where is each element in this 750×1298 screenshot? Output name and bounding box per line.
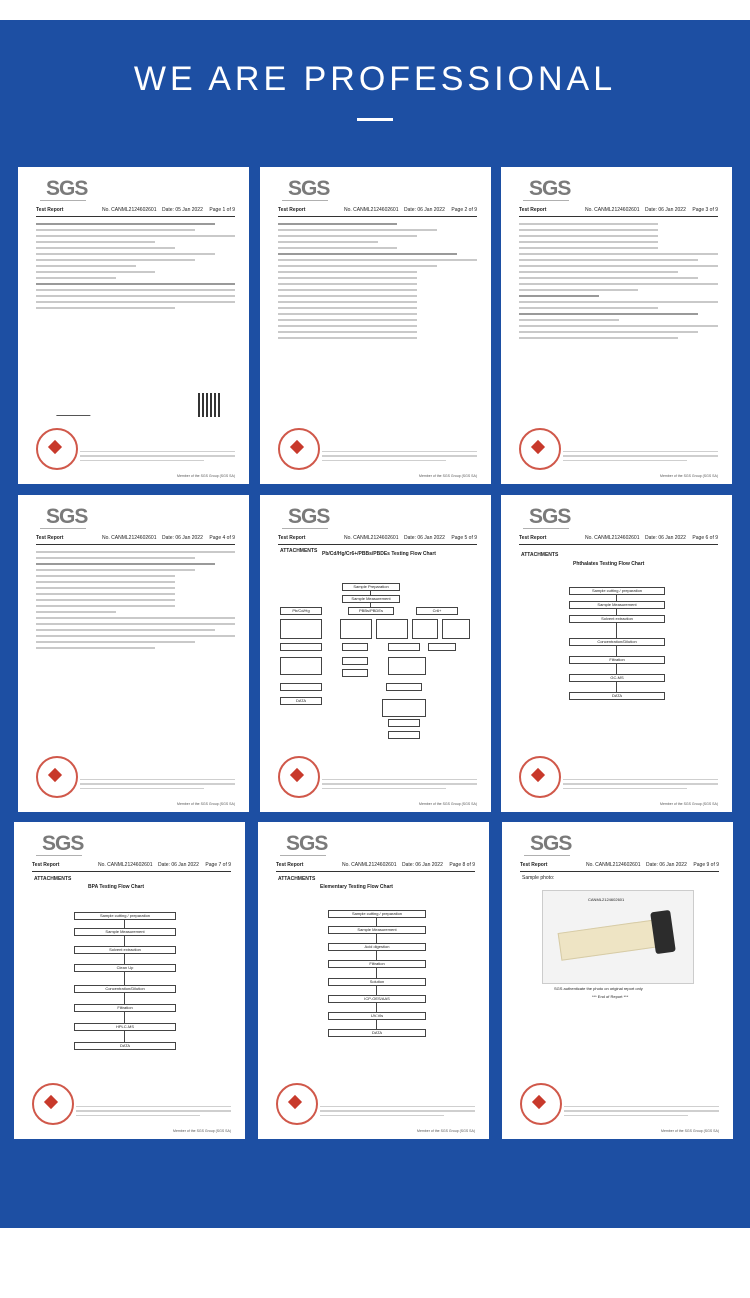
- report-header: [519, 207, 718, 216]
- flow-step: HPLC-MS: [74, 1023, 176, 1031]
- report-page-4: [18, 495, 249, 812]
- report-page-8: [258, 822, 489, 1139]
- flow-step: Sample Preparation: [342, 583, 400, 591]
- flow-chart-title: Phthalates Testing Flow Chart: [573, 561, 645, 567]
- photo-sample-id: CANML2124602601: [588, 897, 625, 902]
- report-header: [520, 862, 719, 871]
- red-seal-stamp: [519, 428, 561, 470]
- flow-step: DATA: [569, 692, 665, 700]
- flow-step: PBBs/PBDEs: [348, 607, 394, 615]
- report-title: Test Report: [519, 207, 547, 213]
- flow-step: Solution: [328, 978, 426, 986]
- qr-code: [198, 393, 222, 417]
- report-title: Test Report: [520, 862, 548, 868]
- footer-member: Member of the SGS Group (SGS SA): [177, 474, 235, 478]
- report-title: Test Report: [519, 535, 547, 541]
- report-header: [276, 862, 475, 871]
- attachments-label: ATTACHMENTS: [278, 876, 316, 882]
- report-date: Date: 06 Jan 2022: [645, 207, 686, 213]
- flow-chart-title: Pb/Cd/Hg/Cr6+/PBBs/PBDEs Testing Flow Chart: [322, 551, 436, 557]
- report-date: Date: 06 Jan 2022: [645, 535, 686, 541]
- flow-step: Sample Measurement: [74, 928, 176, 936]
- footer-text: [80, 779, 235, 793]
- header-rule: [520, 871, 719, 872]
- flow-step: Sample Measurement: [569, 601, 665, 609]
- footer-text: [563, 779, 718, 793]
- flow-step: Filtration: [569, 656, 665, 664]
- red-seal-stamp: [36, 428, 78, 470]
- end-of-report: *** End of Report ***: [592, 994, 629, 999]
- page-number: Page 9 of 9: [693, 862, 719, 868]
- red-seal-stamp: [278, 428, 320, 470]
- flow-step: Solvent extraction: [569, 615, 665, 623]
- header-rule: [36, 216, 235, 217]
- page-number: Page 8 of 9: [449, 862, 475, 868]
- footer-member: Member of the SGS Group (SGS SA): [660, 802, 718, 806]
- report-number: No. CANML2124602601: [102, 207, 157, 213]
- page-title: WE ARE PROFESSIONAL: [133, 60, 617, 98]
- footer-member: Member of the SGS Group (SGS SA): [419, 802, 477, 806]
- header-rule: [36, 544, 235, 545]
- logo-rule: [36, 855, 82, 856]
- flow-step: DATA: [74, 1042, 176, 1050]
- flow-step: Concentration/Dilution: [569, 638, 665, 646]
- report-header: [32, 862, 231, 871]
- page-number: Page 4 of 9: [209, 535, 235, 541]
- flow-step: Filtration: [328, 960, 426, 968]
- flow-step: Sample cutting / preparation: [74, 912, 176, 920]
- header-rule: [32, 871, 231, 872]
- report-date: Date: 06 Jan 2022: [646, 862, 687, 868]
- flow-step: Acid digestion: [328, 943, 426, 951]
- report-title: Test Report: [278, 207, 306, 213]
- report-date: Date: 06 Jan 2022: [404, 535, 445, 541]
- flow-step: Sample cutting / preparation: [569, 587, 665, 595]
- attachments-label: ATTACHMENTS: [521, 552, 559, 558]
- logo-rule: [282, 528, 328, 529]
- footer-text: [322, 451, 477, 465]
- red-seal-stamp: [520, 1083, 562, 1125]
- report-header: [36, 207, 235, 216]
- flow-step: Solvent extraction: [74, 946, 176, 954]
- report-header: [278, 207, 477, 216]
- sgs-logo: SGS: [42, 832, 84, 855]
- flow-step: Sample Measurement: [328, 926, 426, 934]
- footer-text: [322, 779, 477, 793]
- logo-rule: [524, 855, 570, 856]
- flow-step: Concentration/Dilution: [74, 985, 176, 993]
- report-date: Date: 06 Jan 2022: [404, 207, 445, 213]
- report-body: [36, 551, 235, 653]
- page-number: Page 5 of 9: [451, 535, 477, 541]
- report-number: No. CANML2124602601: [586, 862, 641, 868]
- photo-caption: SGS authenticate the photo on original report only: [554, 986, 643, 991]
- report-date: Date: 05 Jan 2022: [162, 207, 203, 213]
- footer-text: [76, 1106, 231, 1120]
- page-number: Page 7 of 9: [205, 862, 231, 868]
- header-rule: [519, 216, 718, 217]
- logo-rule: [40, 200, 86, 201]
- report-title: Test Report: [36, 535, 64, 541]
- report-number: No. CANML2124602601: [344, 535, 399, 541]
- red-seal-stamp: [519, 756, 561, 798]
- red-seal-stamp: [278, 756, 320, 798]
- report-page-5: [260, 495, 491, 812]
- report-number: No. CANML2124602601: [342, 862, 397, 868]
- logo-rule: [280, 855, 326, 856]
- header-rule: [519, 544, 718, 545]
- report-title: Test Report: [36, 207, 64, 213]
- footer-member: Member of the SGS Group (SGS SA): [661, 1129, 719, 1133]
- report-body: [278, 223, 477, 343]
- flow-step: Filtration: [74, 1004, 176, 1012]
- sample-photo-label: Sample photo:: [522, 875, 555, 881]
- report-number: No. CANML2124602601: [102, 535, 157, 541]
- flow-step: Cr6+: [416, 607, 458, 615]
- footer-text: [563, 451, 718, 465]
- signature: [56, 403, 93, 416]
- report-page-3: [501, 167, 732, 484]
- flow-chart-title: Elementary Testing Flow Chart: [320, 884, 393, 890]
- report-title: Test Report: [32, 862, 60, 868]
- report-header: [519, 535, 718, 544]
- footer-member: Member of the SGS Group (SGS SA): [419, 474, 477, 478]
- report-date: Date: 06 Jan 2022: [162, 535, 203, 541]
- sgs-logo: SGS: [529, 505, 571, 528]
- sample-photo: [542, 890, 694, 984]
- report-title: Test Report: [276, 862, 304, 868]
- sgs-logo: SGS: [288, 177, 330, 200]
- report-page-1: [18, 167, 249, 484]
- page-number: Page 6 of 9: [692, 535, 718, 541]
- flow-step: Clean Up: [74, 964, 176, 972]
- page-number: Page 2 of 9: [451, 207, 477, 213]
- sgs-logo: SGS: [286, 832, 328, 855]
- footer-member: Member of the SGS Group (SGS SA): [660, 474, 718, 478]
- flow-step: DATA: [328, 1029, 426, 1037]
- logo-rule: [523, 200, 569, 201]
- red-seal-stamp: [32, 1083, 74, 1125]
- report-number: No. CANML2124602601: [585, 535, 640, 541]
- flow-step: Pb/Cd/Hg: [280, 607, 322, 615]
- footer-text: [564, 1106, 719, 1120]
- sgs-logo: SGS: [46, 505, 88, 528]
- flow-step: DATA: [280, 697, 322, 705]
- red-seal-stamp: [276, 1083, 318, 1125]
- report-body: [36, 223, 235, 313]
- report-number: No. CANML2124602601: [98, 862, 153, 868]
- report-page-7: [14, 822, 245, 1139]
- sgs-logo: SGS: [46, 177, 88, 200]
- report-date: Date: 06 Jan 2022: [158, 862, 199, 868]
- footer-member: Member of the SGS Group (SGS SA): [177, 802, 235, 806]
- flow-step: Sample Measurement: [342, 595, 400, 603]
- report-date: Date: 06 Jan 2022: [402, 862, 443, 868]
- footer-member: Member of the SGS Group (SGS SA): [417, 1129, 475, 1133]
- sgs-logo: SGS: [288, 505, 330, 528]
- flow-step: ICP-OES/AAS: [328, 995, 426, 1003]
- sgs-logo: SGS: [530, 832, 572, 855]
- report-number: No. CANML2124602601: [344, 207, 399, 213]
- logo-rule: [282, 200, 328, 201]
- logo-rule: [523, 528, 569, 529]
- page-number: Page 1 of 9: [209, 207, 235, 213]
- footer-text: [80, 451, 235, 465]
- report-header: [36, 535, 235, 544]
- attachments-label: ATTACHMENTS: [34, 876, 72, 882]
- sgs-logo: SGS: [529, 177, 571, 200]
- report-title: Test Report: [278, 535, 306, 541]
- flow-step: Sample cutting / preparation: [328, 910, 426, 918]
- flow-step: GC-MS: [569, 674, 665, 682]
- report-header: [278, 535, 477, 544]
- attachments-label: ATTACHMENTS: [280, 548, 318, 554]
- header-rule: [278, 544, 477, 545]
- report-number: No. CANML2124602601: [585, 207, 640, 213]
- footer-text: [320, 1106, 475, 1120]
- footer-member: Member of the SGS Group (SGS SA): [173, 1129, 231, 1133]
- flow-chart-title: BPA Testing Flow Chart: [88, 884, 145, 890]
- header-rule: [276, 871, 475, 872]
- title-underline: [357, 118, 393, 121]
- header-rule: [278, 216, 477, 217]
- page-number: Page 3 of 9: [692, 207, 718, 213]
- logo-rule: [40, 528, 86, 529]
- report-page-9: [502, 822, 733, 1139]
- report-page-2: [260, 167, 491, 484]
- red-seal-stamp: [36, 756, 78, 798]
- report-body: [519, 223, 718, 343]
- report-page-6: [501, 495, 732, 812]
- flow-step: UV-Vis: [328, 1012, 426, 1020]
